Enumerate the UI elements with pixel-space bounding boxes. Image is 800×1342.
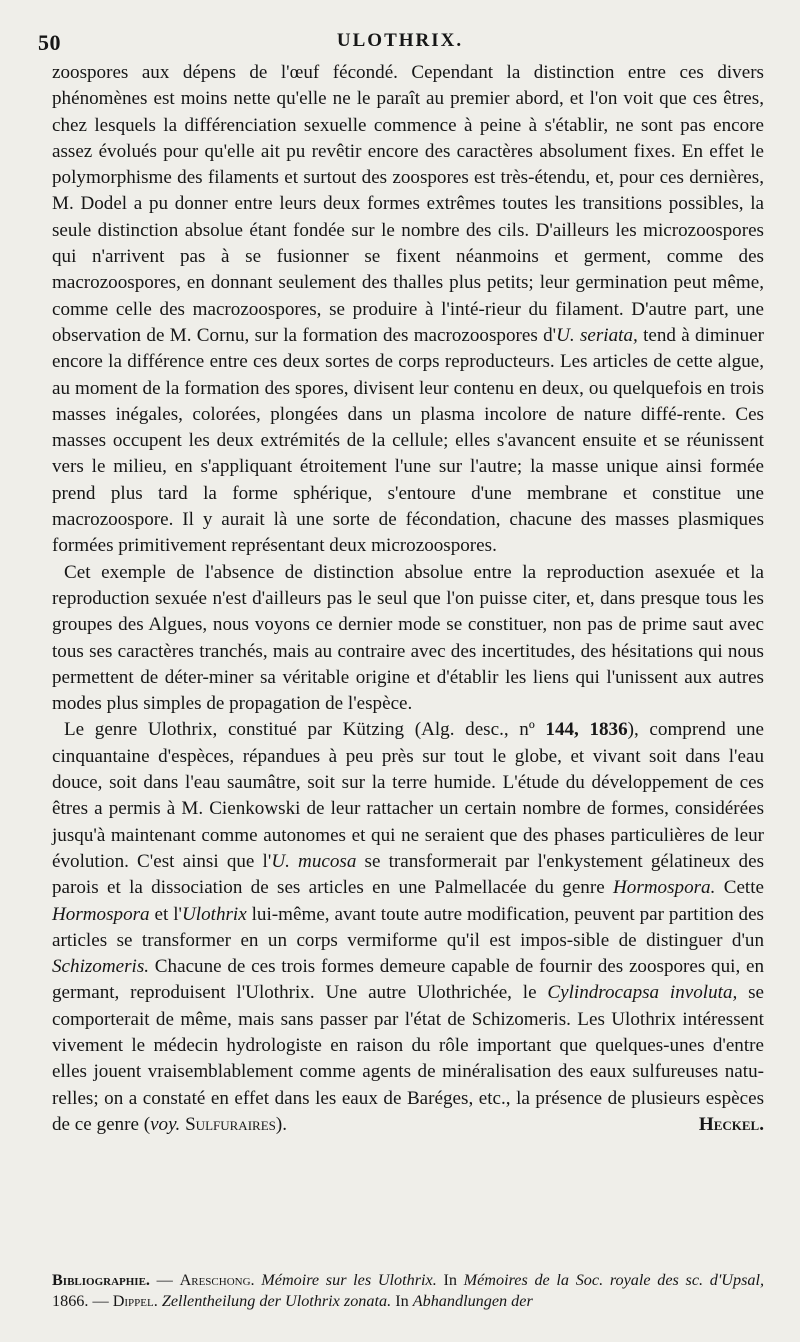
running-title: ULOTHRIX.	[336, 30, 464, 51]
author-signature: Heckel.	[698, 1113, 764, 1135]
bibliography-year-1: 1866. —	[52, 1292, 113, 1310]
paragraph-3-end: ).	[275, 1113, 287, 1135]
running-header	[0, 26, 800, 56]
species-name-seriata: U. seriata,	[556, 324, 638, 346]
bibliography-title-1: Mémoire sur les Ulothrix.	[254, 1271, 437, 1289]
reference-number: 144, 1836	[545, 719, 628, 741]
article-body	[52, 60, 764, 1138]
paragraph-1-text-b: tend à diminuer encore la différence entre ces deux sortes de corps reproducteurs. Les articles de cette algue, au moment de la formation des spores, divisent leur contenu en deux, ou quelquefois en trois masses inégales, colorées, plongées dans un plasma incolore de nature diffé-rente. Ces masses occupent les deux extrémités de la cellule; elles s'avancent ensuite et se réunissent vers le milieu, en s'appliquant étroitement l'une sur l'autre; la masse unique ainsi formée prend plus tard la forme sphérique, s'entoure d'une membrane et constitue une macrozoospore. Il y aurait là une sorte de fécondation, chacune des masses plasmiques formées primitivement représentant deux microzoospores.	[52, 324, 764, 557]
paragraph-3-text-c: se transformerait par l'enkystement gélatineux des parois et la dissociation de ses articles en une Palmellacée du genre	[52, 850, 764, 899]
paragraph-3-text-h: se comporterait de même, mais sans passer par l'état de Schizomeris. Les Ulothrix intéressent vivement le médecin hydrologiste en raison du rôle important que quelques-unes d'entre elles jouent vraisemblablement comme agents de minéralisation des eaux sulfureuses natu-relles; on a constaté en effet dans les eaux de Baréges, etc., la présence de plusieurs espèces de ce genre (	[52, 982, 765, 1135]
paragraph-3-text-e: et l'	[149, 903, 182, 925]
bibliography-title-2: Zellentheilung der Ulothrix zonata.	[157, 1292, 392, 1310]
genus-name-hormospora-2: Hormospora	[52, 903, 150, 925]
see-reference: voy.	[150, 1113, 181, 1135]
bibliography-author-2: Dippel.	[112, 1292, 158, 1310]
genus-name-ulothrix: Ulothrix	[182, 903, 247, 925]
paragraph-3	[52, 717, 764, 1138]
bibliography-in-2: In	[391, 1292, 413, 1310]
species-name-mucosa: U. mucosa	[271, 850, 357, 872]
bibliography-author-1: Areschong.	[179, 1271, 255, 1289]
bibliography-journal-1: Mémoires de la Soc. royale des sc. d'Upsal,	[463, 1271, 765, 1289]
paragraph-3-text-b: ), comprend une cinquantaine d'espèces, répandues à peu près sur tout le globe, et vivant soit dans l'eau douce, soit dans l'eau saumâtre, soit sur la terre humide. L'étude du développement de ces êtres a permis à M. Cienkowski de leur rattacher un certain nombre de formes, considérées jusqu'à maintenant comme autonomes et qui ne seraient que des phases particulières de leur évolution. C'est ainsi que l'	[52, 719, 764, 872]
bibliography-entry	[52, 1270, 764, 1312]
paragraph-3-text-f: lui-même, avant toute autre modification, peuvent par partition des articles se transformer en un corps vermiforme qu'il est impos-sible de distinguer d'un	[52, 903, 764, 951]
bibliography-dash: —	[149, 1271, 180, 1289]
bibliography-in-1: In	[436, 1271, 464, 1289]
species-name-cylindrocapsa: Cylindrocapsa involuta,	[547, 982, 738, 1004]
paragraph-3-text-a: Le genre Ulothrix, constitué par Kützing (Alg. desc., nº	[64, 719, 546, 741]
bibliography-label: Bibliographie.	[52, 1271, 150, 1289]
cross-reference-sulfuraires: Sulfuraires	[185, 1113, 276, 1135]
page-number: 50	[38, 30, 61, 55]
bibliography-journal-2: Abhandlungen der	[412, 1292, 533, 1310]
paragraph-3-text-d: Cette	[715, 877, 764, 899]
paragraph-2: Cet exemple de l'absence de distinction absolue entre la reproduction asexuée et la reproduction sexuée n'est d'ailleurs pas le seul que l'on puisse citer, et, dans presque tous les groupes des Algues, nous voyons ce dernier mode se constituer, non pas de prime saut avec tous ses caractères tranchés, mais au contraire avec des incertitudes, des hésitations qui nous permettent de déter-miner sa véritable origine et d'établir les liens qui l'unissent aux autres modes plus simples de propagation de l'espèce.	[52, 561, 764, 715]
genus-name-hormospora: Hormospora.	[613, 877, 716, 899]
paragraph-1-text-a: zoospores aux dépens de l'œuf fécondé. Cependant la distinction entre ces divers phénomènes est moins nette qu'elle ne le paraît au premier abord, et l'on voit que ces êtres, chez lesquels la différenciation sexuelle commence à peine à s'établir, ne sont pas encore assez évolués pour qu'elle ait pu revêtir encore des caractères absolument fixes. En effet le polymorphisme des filaments et surtout des zoospores est très-étendu, et, pour ces dernières, M. Dodel a pu donner entre leurs deux formes extrêmes toutes les transitions possibles, la seule distinction absolue étant fondée sur le nombre des cils. D'ailleurs les microzoospores qui n'arrivent pas à se fusionner se fixent néanmoins et germent, comme des macrozoospores, en donnant seulement des thalles plus petits; leur germination peut même, comme celle des macrozoospores, se produire à l'inté-rieur du filament. D'autre part, une observation de M. Cornu, sur la formation des macrozoospores d'	[52, 62, 764, 346]
genus-name-schizomeris: Schizomeris.	[52, 956, 150, 978]
bibliography	[52, 1270, 764, 1312]
paragraph-1	[52, 60, 764, 560]
paragraph-3-text-g: Chacune de ces trois formes demeure capable de fournir des zoospores qui, en germant, reproduisent l'Ulothrix. Une autre Ulothrichée, le	[52, 956, 764, 1004]
